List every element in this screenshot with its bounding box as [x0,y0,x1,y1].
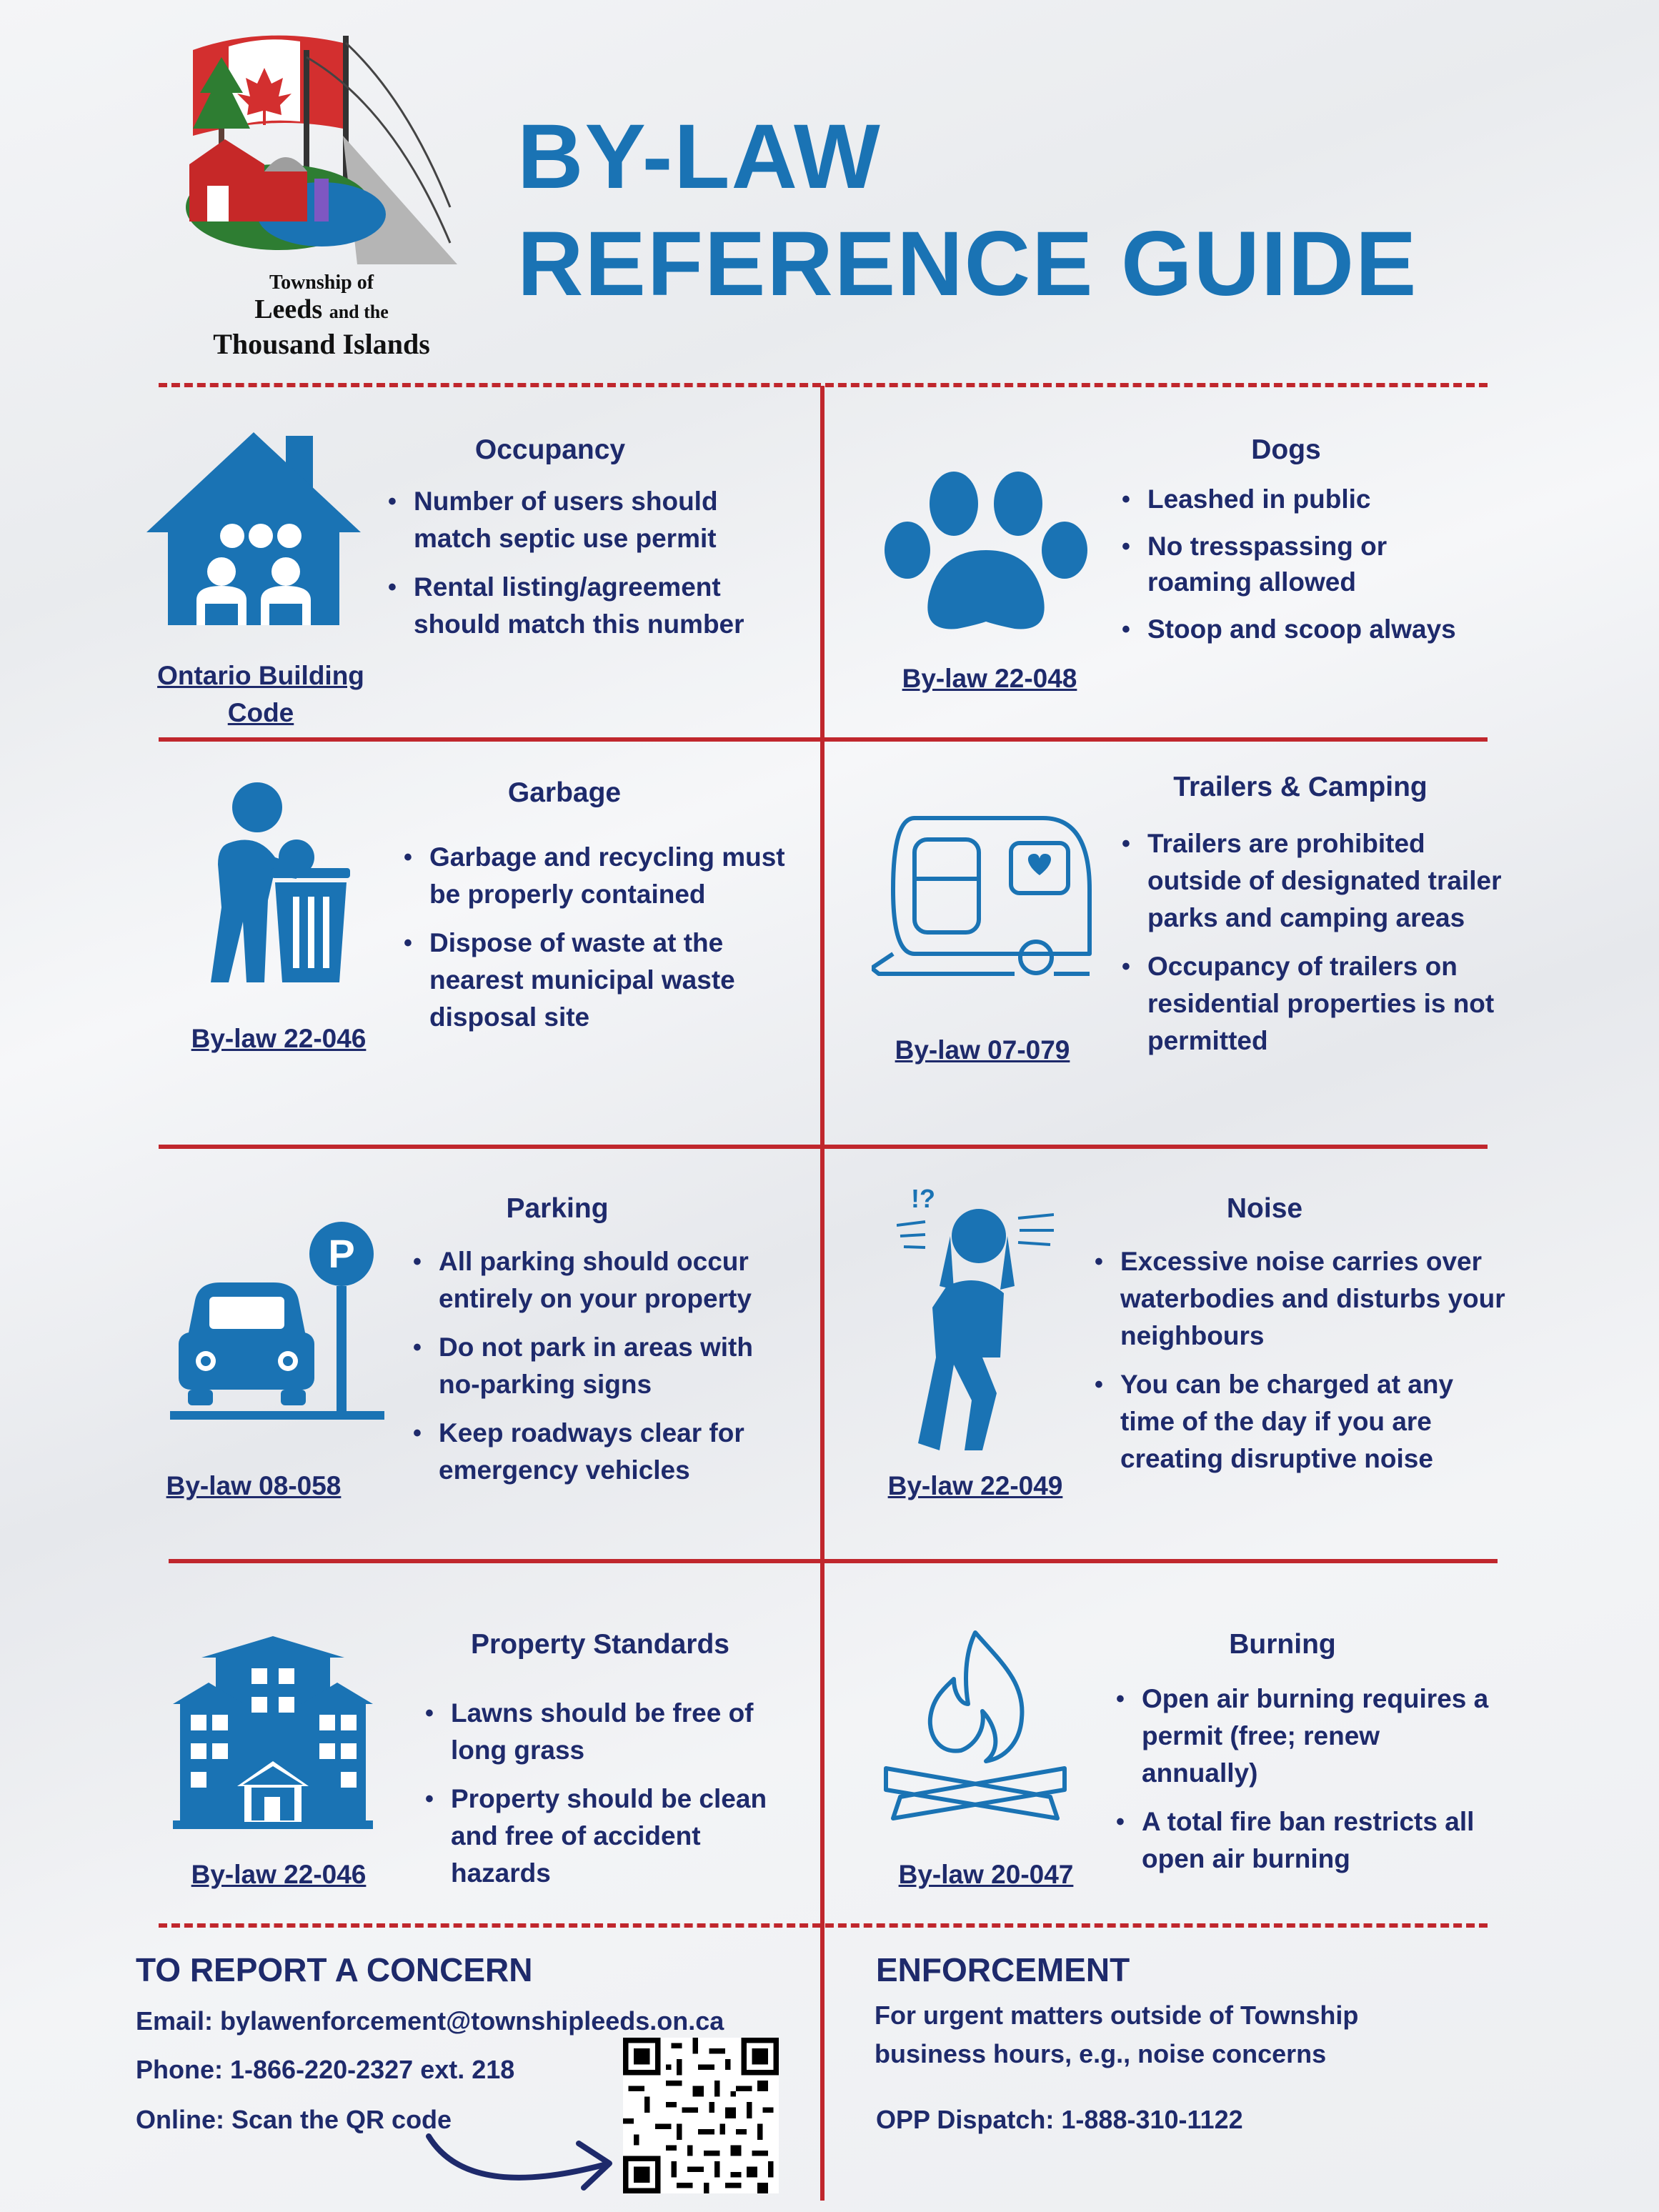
property-standards-bullets [425,1695,797,1903]
township-logo-icon [179,29,464,271]
parking-title: Parking [506,1193,609,1224]
campfire-icon [879,1625,1072,1833]
list-item: • A total fire ban restricts all open air burning [1116,1803,1502,1878]
logo-line-3: Thousand Islands [213,328,430,360]
title-line-2: REFERENCE GUIDE [517,213,1418,315]
list-item: • Rental listing/agreement should match this number [388,569,788,643]
list-item: • Number of users should match septic use permit [388,483,788,557]
garbage-title: Garbage [507,777,622,808]
house-family-icon [146,432,361,632]
enforcement-title: ENFORCEMENT [876,1951,1130,1988]
paw-print-icon [882,472,1090,632]
dogs-law-link[interactable]: By-law 22-048 [902,664,1077,693]
property-standards-law-link[interactable]: By-law 22-046 [191,1860,367,1889]
qr-code-icon [623,2038,779,2193]
bottom-dashed-divider [159,1923,1488,1928]
row-divider-2 [159,1145,1488,1149]
row-divider-1 [159,737,1488,742]
row-divider-3 [169,1559,1498,1563]
report-concern-title: TO REPORT A CONCERN [136,1951,533,1988]
list-item: • No tresspassing or roaming allowed [1122,529,1493,600]
noise-bullets [1095,1243,1509,1489]
list-item: • Do not park in areas with no-parking signs [413,1329,799,1403]
noise-law-link[interactable]: By-law 22-049 [887,1471,1063,1500]
report-online: Online: Scan the QR code [136,2105,452,2134]
logo-and-the: and the [329,302,389,322]
title-line-1: BY-LAW [517,106,882,208]
list-item: • You can be charged at any time of the day if you are creating disruptive noise [1095,1366,1509,1478]
list-item: • Leashed in public [1122,482,1493,517]
parking-bullets [413,1243,799,1500]
noise-title: Noise [1226,1193,1303,1224]
burning-title: Burning [1229,1629,1336,1660]
occupancy-title: Occupancy [474,434,626,465]
list-item: • Lawns should be free of long grass [425,1695,797,1769]
covering-ears-icon [897,1179,1054,1450]
dogs-bullets [1122,482,1493,659]
list-item: • Dispose of waste at the nearest municipal waste disposal site [404,925,804,1036]
parking-law-link[interactable]: By-law 08-058 [166,1471,342,1500]
list-item: • Garbage and recycling must be properly contained [404,839,804,913]
center-vertical-divider [820,386,824,2201]
logo-text [171,271,472,361]
qr-code[interactable] [623,2038,779,2193]
page-title [517,104,1418,318]
list-item: • Property should be clean and free of accident hazards [425,1780,797,1892]
report-email[interactable]: Email: bylawenforcement@townshipleeds.on.ca [136,2006,724,2036]
camper-trailer-icon [872,811,1100,990]
list-item: • Excessive noise carries over waterbodies and disturbs your neighbours [1095,1243,1509,1355]
occupancy-bullets [388,483,788,654]
enforcement-line-1: For urgent matters outside of Township [875,2001,1359,2030]
car-parking-icon [170,1222,392,1429]
logo-line-2 [171,294,472,327]
buildings-icon [173,1636,373,1829]
list-item: • Stoop and scoop always [1122,612,1493,647]
svg-text:!?: !? [911,1184,935,1213]
arrow-icon [425,2122,618,2201]
logo-line-1: Township of [269,271,374,294]
list-item: • Open air burning requires a permit (free; renew annually) [1116,1680,1502,1792]
logo-leeds: Leeds [254,294,323,324]
opp-dispatch-phone[interactable]: OPP Dispatch: 1-888-310-1122 [876,2105,1243,2134]
list-item: • Occupancy of trailers on residential properties is not permitted [1122,948,1508,1060]
list-item: • Keep roadways clear for emergency vehicles [413,1415,799,1489]
list-item: • All parking should occur entirely on your property [413,1243,799,1317]
enforcement-line-2: business hours, e.g., noise concerns [875,2039,1327,2068]
garbage-bullets [404,839,804,1047]
trailers-law-link[interactable]: By-law 07-079 [895,1035,1070,1065]
trailers-title: Trailers & Camping [1173,772,1428,802]
report-phone[interactable]: Phone: 1-866-220-2327 ext. 218 [136,2055,515,2084]
person-garbage-icon [189,779,361,986]
trailers-bullets [1122,825,1508,1071]
occupancy-law-link[interactable]: Ontario Building Code [157,661,364,727]
garbage-law-link[interactable]: By-law 22-046 [191,1024,367,1053]
svg-text:P: P [328,1231,355,1276]
burning-bullets [1116,1680,1502,1889]
dogs-title: Dogs [1251,434,1321,465]
burning-law-link[interactable]: By-law 20-047 [898,1860,1074,1889]
property-standards-title: Property Standards [471,1629,729,1660]
list-item: • Trailers are prohibited outside of designated trailer parks and camping areas [1122,825,1508,937]
